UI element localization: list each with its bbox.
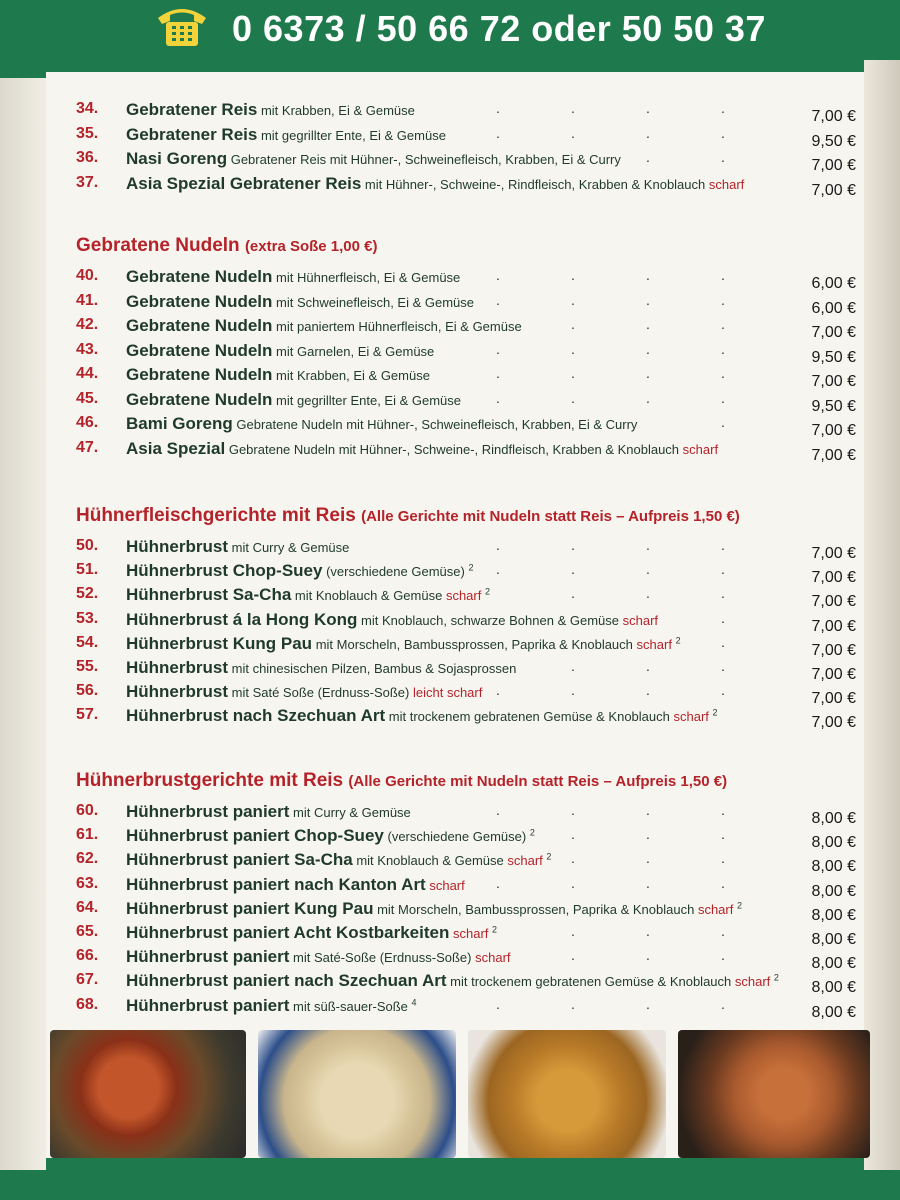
item-details: Gebratene Nudeln mit Hühner-, Schweinefleisch, Krabben, Ei & Curry — [236, 417, 638, 432]
item-price: 7,00 € — [811, 446, 856, 464]
leader-dot: . — [721, 365, 725, 381]
fried-rice-photo — [258, 1030, 456, 1158]
menu-item — [76, 971, 856, 995]
leader-dot: . — [646, 149, 650, 165]
item-price: 8,00 € — [811, 834, 856, 852]
leader-dot: . — [646, 291, 650, 308]
item-description — [126, 658, 516, 678]
item-name: Hühnerbrust paniert — [126, 995, 290, 1015]
item-description — [126, 682, 482, 702]
leader-dot: . — [721, 947, 725, 964]
item-details: mit Morscheln, Bambussprossen, Paprika & Knoblauch — [377, 901, 695, 917]
item-details: Gebratene Nudeln mit Hühner-, Schweine-, Rindfleisch, Krabben & Knoblauch — [228, 441, 680, 457]
leader-dot: . — [571, 923, 575, 939]
spicy-label: scharf — [622, 612, 659, 628]
item-details: (verschiedene Gemüse) — [387, 829, 527, 845]
leader-dot: . — [646, 365, 650, 381]
leader-dot: . — [721, 585, 725, 602]
item-number: 66. — [76, 947, 99, 965]
spicy-label: scharf — [636, 636, 672, 652]
item-name: Gebratene Nudeln — [126, 365, 273, 384]
menu-item — [76, 267, 856, 291]
menu-item — [76, 802, 856, 826]
item-name: Hühnerbrust paniert nach Szechuan Art — [126, 971, 447, 991]
leader-dot: . — [721, 149, 725, 165]
item-name: Gebratene Nudeln — [126, 291, 273, 311]
leader-dot: . — [646, 585, 650, 602]
item-description — [126, 971, 779, 991]
item-details: (verschiedene Gemüse) — [326, 564, 465, 580]
item-number: 42. — [76, 316, 99, 333]
leader-dot: . — [646, 389, 650, 406]
item-price: 7,00 € — [811, 157, 856, 174]
item-price: 8,00 € — [811, 955, 856, 973]
item-details: mit Krabben, Ei & Gemüse — [260, 103, 415, 118]
item-price: 8,00 € — [811, 906, 856, 924]
menu-item — [76, 149, 856, 173]
leader-dot: . — [571, 585, 575, 602]
item-number: 67. — [76, 971, 99, 989]
leader-dot: . — [721, 633, 725, 650]
leader-dot: . — [571, 537, 575, 553]
item-price: 6,00 € — [811, 275, 856, 292]
item-description — [126, 706, 718, 726]
item-number: 56. — [76, 682, 99, 700]
footnote-marker: 2 — [675, 635, 681, 646]
item-number: 65. — [76, 923, 99, 940]
item-number: 50. — [76, 537, 99, 554]
item-price: 8,00 € — [811, 1003, 856, 1021]
item-price: 9,50 € — [811, 397, 856, 415]
item-description — [126, 100, 415, 120]
leader-dot: . — [571, 947, 575, 964]
menu-item — [76, 658, 856, 682]
item-number: 45. — [76, 389, 99, 407]
menu-item — [76, 125, 856, 149]
item-price: 7,00 € — [811, 324, 856, 341]
menu-item — [76, 634, 856, 658]
item-details: mit Hühner-, Schweine-, Rindfleisch, Krabben & Knoblauch — [364, 176, 706, 192]
item-description — [126, 585, 490, 605]
item-number: 64. — [76, 898, 99, 916]
leader-dot: . — [571, 316, 575, 332]
leader-dot: . — [721, 124, 725, 141]
item-details: mit Morscheln, Bambussprossen, Paprika & Knoblauch — [315, 636, 633, 652]
item-name: Hühnerbrust paniert Kung Pau — [126, 898, 374, 918]
item-number: 34. — [76, 100, 99, 117]
spicy-label: leicht scharf — [412, 685, 483, 701]
item-details: mit Saté Soße (Erdnuss-Soße) — [231, 685, 410, 701]
menu-item — [76, 414, 856, 438]
leader-dot: . — [496, 340, 500, 357]
spicy-label: scharf — [452, 926, 489, 941]
section-title-text: Gebratene Nudeln — [76, 235, 240, 256]
leader-dot: . — [646, 923, 650, 939]
menu-item — [76, 292, 856, 316]
section-title-text: Hühnerfleischgerichte mit Reis — [76, 505, 356, 526]
item-details: mit gegrillter Ente, Ei & Gemüse — [260, 127, 446, 143]
item-name: Hühnerbrust Sa-Cha — [126, 585, 292, 605]
item-description — [126, 826, 535, 846]
leader-dot: . — [721, 609, 725, 626]
leader-dot: . — [721, 658, 725, 674]
item-price: 7,00 € — [811, 593, 856, 611]
menu-item — [76, 610, 856, 634]
section-note: (extra Soße 1,00 €) — [244, 238, 378, 255]
curry-dish-photo — [468, 1030, 666, 1158]
item-number: 41. — [76, 291, 99, 309]
leader-dot: . — [571, 658, 575, 674]
item-price: 7,00 € — [811, 545, 856, 562]
spicy-label: scharf — [697, 901, 734, 917]
leader-dot: . — [721, 826, 725, 843]
footnote-marker: 2 — [492, 924, 498, 935]
item-name: Gebratene Nudeln — [126, 389, 273, 409]
item-description — [126, 316, 522, 336]
spicy-label: scharf — [445, 588, 482, 604]
item-number: 46. — [76, 414, 99, 431]
footnote-marker: 2 — [712, 708, 718, 719]
item-price: 8,00 € — [811, 810, 856, 827]
item-price: 7,00 € — [811, 690, 856, 708]
item-number: 43. — [76, 340, 99, 358]
item-number: 57. — [76, 706, 99, 724]
leader-dot: . — [496, 365, 500, 381]
item-name: Hühnerbrust — [126, 537, 228, 556]
item-description — [126, 174, 744, 194]
item-details: mit trockenem gebratenen Gemüse & Knoblauch — [388, 709, 670, 725]
menu-item — [76, 899, 856, 923]
item-description — [126, 802, 411, 822]
leader-dot: . — [571, 124, 575, 141]
leader-dot: . — [496, 537, 500, 553]
leader-dot: . — [496, 389, 500, 406]
footnote-marker: 2 — [773, 973, 779, 984]
leader-dot: . — [646, 658, 650, 674]
leader-dot: . — [721, 682, 725, 699]
item-price: 7,00 € — [811, 373, 856, 390]
menu-item — [76, 390, 856, 414]
item-name: Hühnerbrust paniert Chop-Suey — [126, 826, 384, 846]
item-name: Hühnerbrust nach Szechuan Art — [126, 706, 386, 726]
item-name: Bami Goreng — [126, 414, 233, 433]
leader-dot: . — [646, 561, 650, 578]
item-details: mit Knoblauch, schwarze Bohnen & Gemüse — [361, 612, 619, 628]
menu-item — [76, 850, 856, 874]
menu-item — [76, 341, 856, 365]
item-name: Hühnerbrust Chop-Suey — [126, 561, 323, 581]
item-number: 40. — [76, 267, 99, 284]
menu-item — [76, 174, 856, 198]
leader-dot: . — [496, 124, 500, 141]
item-details: mit Garnelen, Ei & Gemüse — [276, 343, 435, 359]
section-title — [76, 505, 740, 527]
item-details: mit Krabben, Ei & Gemüse — [276, 368, 430, 383]
item-number: 62. — [76, 850, 99, 868]
footnote-marker: 2 — [484, 587, 490, 598]
spicy-label: scharf — [682, 441, 719, 457]
item-name: Gebratene Nudeln — [126, 316, 273, 335]
item-description — [126, 947, 511, 967]
item-price: 7,00 € — [811, 181, 856, 199]
item-price: 7,00 € — [811, 714, 856, 732]
leader-dot: . — [721, 414, 725, 430]
menu-item — [76, 439, 856, 463]
phone-header — [46, 0, 864, 72]
item-description — [126, 341, 434, 361]
menu-item — [76, 947, 856, 971]
section-title-text: Hühnerbrustgerichte mit Reis — [76, 770, 344, 791]
chow-mein-photo — [678, 1030, 870, 1158]
leader-dot: . — [646, 682, 650, 699]
item-number: 55. — [76, 658, 99, 675]
item-number: 44. — [76, 365, 99, 382]
item-details: mit paniertem Hühnerfleisch, Ei & Gemüse — [276, 319, 522, 334]
item-description — [126, 149, 621, 169]
food-photos — [46, 1030, 864, 1160]
spicy-label: scharf — [673, 709, 709, 725]
menu-item — [76, 826, 856, 850]
item-number: 52. — [76, 585, 99, 603]
item-description — [126, 561, 473, 581]
menu-item — [76, 365, 856, 389]
noodle-dish-photo — [50, 1030, 246, 1158]
green-footer-band — [46, 1158, 864, 1200]
footnote-marker: 2 — [529, 827, 535, 838]
section-note: (Alle Gerichte mit Nudeln statt Reis – Aufpreis 1,50 €) — [361, 508, 740, 525]
item-price: 9,50 € — [811, 348, 856, 366]
item-number: 36. — [76, 149, 99, 166]
item-number: 35. — [76, 124, 99, 142]
leader-dot: . — [571, 365, 575, 381]
leader-dot: . — [721, 316, 725, 332]
item-description — [126, 850, 551, 870]
item-number: 47. — [76, 438, 99, 456]
item-description — [126, 610, 658, 630]
item-number: 60. — [76, 802, 99, 819]
item-description — [126, 292, 474, 312]
leader-dot: . — [646, 100, 650, 116]
item-description — [126, 439, 718, 459]
section-note: (Alle Gerichte mit Nudeln statt Reis – Aufpreis 1,50 €) — [348, 773, 728, 790]
item-price: 7,00 € — [811, 617, 856, 635]
item-description — [126, 875, 465, 895]
leader-dot: . — [571, 389, 575, 406]
item-price: 7,00 € — [811, 666, 856, 683]
item-name: Hühnerbrust á la Hong Kong — [126, 609, 358, 629]
left-fold — [0, 0, 46, 1200]
item-price: 7,00 € — [811, 641, 856, 659]
leader-dot: . — [571, 561, 575, 578]
item-description — [126, 365, 430, 385]
menu-item — [76, 706, 856, 730]
spicy-label: scharf — [734, 974, 771, 990]
item-details: mit Curry & Gemüse — [293, 805, 411, 820]
leader-dot: . — [646, 124, 650, 141]
item-description — [126, 634, 681, 654]
item-price: 7,00 € — [811, 422, 856, 439]
leader-dot: . — [496, 267, 500, 283]
menu-item — [76, 537, 856, 561]
leader-dot: . — [496, 561, 500, 578]
leader-dot: . — [571, 802, 575, 818]
item-price: 8,00 € — [811, 979, 856, 997]
item-name: Nasi Goreng — [126, 149, 228, 168]
item-price: 6,00 € — [811, 299, 856, 317]
item-name: Hühnerbrust — [126, 682, 228, 702]
leader-dot: . — [721, 995, 725, 1012]
item-number: 61. — [76, 826, 99, 844]
menu-item — [76, 100, 856, 124]
leader-dot: . — [721, 291, 725, 308]
item-description — [126, 267, 460, 287]
item-details: mit Curry & Gemüse — [231, 540, 350, 555]
leader-dot: . — [571, 100, 575, 116]
footnote-marker: 4 — [411, 997, 417, 1008]
spicy-label: scharf — [475, 950, 511, 966]
item-description — [126, 537, 349, 557]
menu-item — [76, 561, 856, 585]
leader-dot: . — [721, 923, 725, 939]
leader-dot: . — [721, 850, 725, 867]
item-name: Hühnerbrust — [126, 658, 228, 677]
item-description — [126, 996, 417, 1016]
leader-dot: . — [721, 874, 725, 891]
leader-dot: . — [721, 100, 725, 116]
item-name: Asia Spezial — [126, 438, 226, 458]
leader-dot: . — [646, 537, 650, 553]
footnote-marker: 2 — [546, 852, 552, 863]
item-number: 54. — [76, 633, 99, 651]
menu-page — [46, 0, 864, 1200]
menu-item — [76, 996, 856, 1020]
item-price: 8,00 € — [811, 931, 856, 948]
item-description — [126, 414, 637, 434]
item-name: Hühnerbrust paniert Sa-Cha — [126, 850, 353, 870]
footnote-marker: 2 — [468, 562, 474, 573]
leader-dot: . — [496, 291, 500, 308]
leader-dot: . — [571, 850, 575, 867]
leader-dot: . — [571, 682, 575, 699]
leader-dot: . — [571, 826, 575, 843]
item-number: 63. — [76, 874, 99, 892]
leader-dot: . — [646, 850, 650, 867]
item-price: 9,50 € — [811, 132, 856, 150]
item-number: 68. — [76, 995, 99, 1013]
leader-dot: . — [721, 561, 725, 578]
item-details: mit Knoblauch & Gemüse — [294, 588, 443, 604]
leader-dot: . — [496, 995, 500, 1012]
leader-dot: . — [496, 682, 500, 699]
leader-dot: . — [646, 826, 650, 843]
item-name: Gebratene Nudeln — [126, 340, 273, 360]
leader-dot: . — [721, 340, 725, 357]
item-details: mit chinesischen Pilzen, Bambus & Sojasprossen — [231, 661, 517, 676]
item-details: Gebratener Reis mit Hühner-, Schweinefleisch, Krabben, Ei & Curry — [230, 152, 621, 167]
leader-dot: . — [496, 802, 500, 818]
leader-dot: . — [646, 874, 650, 891]
leader-dot: . — [571, 340, 575, 357]
menu-item — [76, 923, 856, 947]
leader-dot: . — [721, 802, 725, 818]
item-name: Hühnerbrust Kung Pau — [126, 633, 313, 653]
item-description — [126, 125, 446, 145]
menu-item — [76, 682, 856, 706]
menu-item — [76, 316, 856, 340]
leader-dot: . — [721, 537, 725, 553]
leader-dot: . — [496, 874, 500, 891]
item-name: Hühnerbrust paniert Acht Kostbarkeiten — [126, 923, 450, 942]
spicy-label: scharf — [708, 176, 745, 192]
item-name: Asia Spezial Gebratener Reis — [126, 173, 362, 193]
right-fold — [864, 0, 900, 1200]
item-details: mit Knoblauch & Gemüse — [356, 853, 504, 869]
item-number: 37. — [76, 173, 99, 191]
item-price: 8,00 € — [811, 882, 856, 900]
leader-dot: . — [496, 100, 500, 116]
item-name: Hühnerbrust paniert nach Kanton Art — [126, 874, 426, 894]
item-price: 7,00 € — [811, 569, 856, 587]
leader-dot: . — [646, 947, 650, 964]
footnote-marker: 2 — [736, 900, 742, 911]
leader-dot: . — [646, 267, 650, 283]
item-price: 8,00 € — [811, 858, 856, 876]
menu-item — [76, 585, 856, 609]
leader-dot: . — [646, 340, 650, 357]
phone-number: 0 6373 / 50 66 72 oder 50 50 37 — [232, 8, 766, 49]
leader-dot: . — [571, 267, 575, 283]
spicy-label: scharf — [507, 853, 543, 869]
menu-item — [76, 875, 856, 899]
item-details: mit trockenem gebratenen Gemüse & Knoblauch — [450, 974, 732, 990]
section-title — [76, 235, 378, 257]
item-details: mit Hühnerfleisch, Ei & Gemüse — [276, 270, 461, 285]
item-number: 53. — [76, 609, 99, 627]
leader-dot: . — [646, 316, 650, 332]
item-name: Gebratene Nudeln — [126, 267, 273, 286]
item-description — [126, 923, 497, 943]
item-name: Gebratener Reis — [126, 124, 258, 144]
item-name: Hühnerbrust paniert — [126, 947, 290, 967]
telephone-icon — [154, 4, 210, 48]
item-details: mit Saté-Soße (Erdnuss-Soße) — [293, 950, 472, 966]
item-name: Hühnerbrust paniert — [126, 802, 290, 821]
leader-dot: . — [646, 995, 650, 1012]
item-description — [126, 899, 742, 919]
leader-dot: . — [571, 874, 575, 891]
item-details: mit süß-sauer-Soße — [293, 998, 408, 1014]
section-title — [76, 770, 727, 792]
item-name: Gebratener Reis — [126, 100, 258, 119]
leader-dot: . — [571, 291, 575, 308]
leader-dot: . — [721, 389, 725, 406]
item-details: mit Schweinefleisch, Ei & Gemüse — [276, 294, 475, 310]
item-price: 7,00 € — [811, 108, 856, 125]
item-description — [126, 390, 461, 410]
leader-dot: . — [571, 995, 575, 1012]
leader-dot: . — [721, 267, 725, 283]
item-number: 51. — [76, 561, 99, 579]
item-details: mit gegrillter Ente, Ei & Gemüse — [276, 392, 462, 408]
leader-dot: . — [646, 802, 650, 818]
spicy-label: scharf — [429, 877, 465, 893]
